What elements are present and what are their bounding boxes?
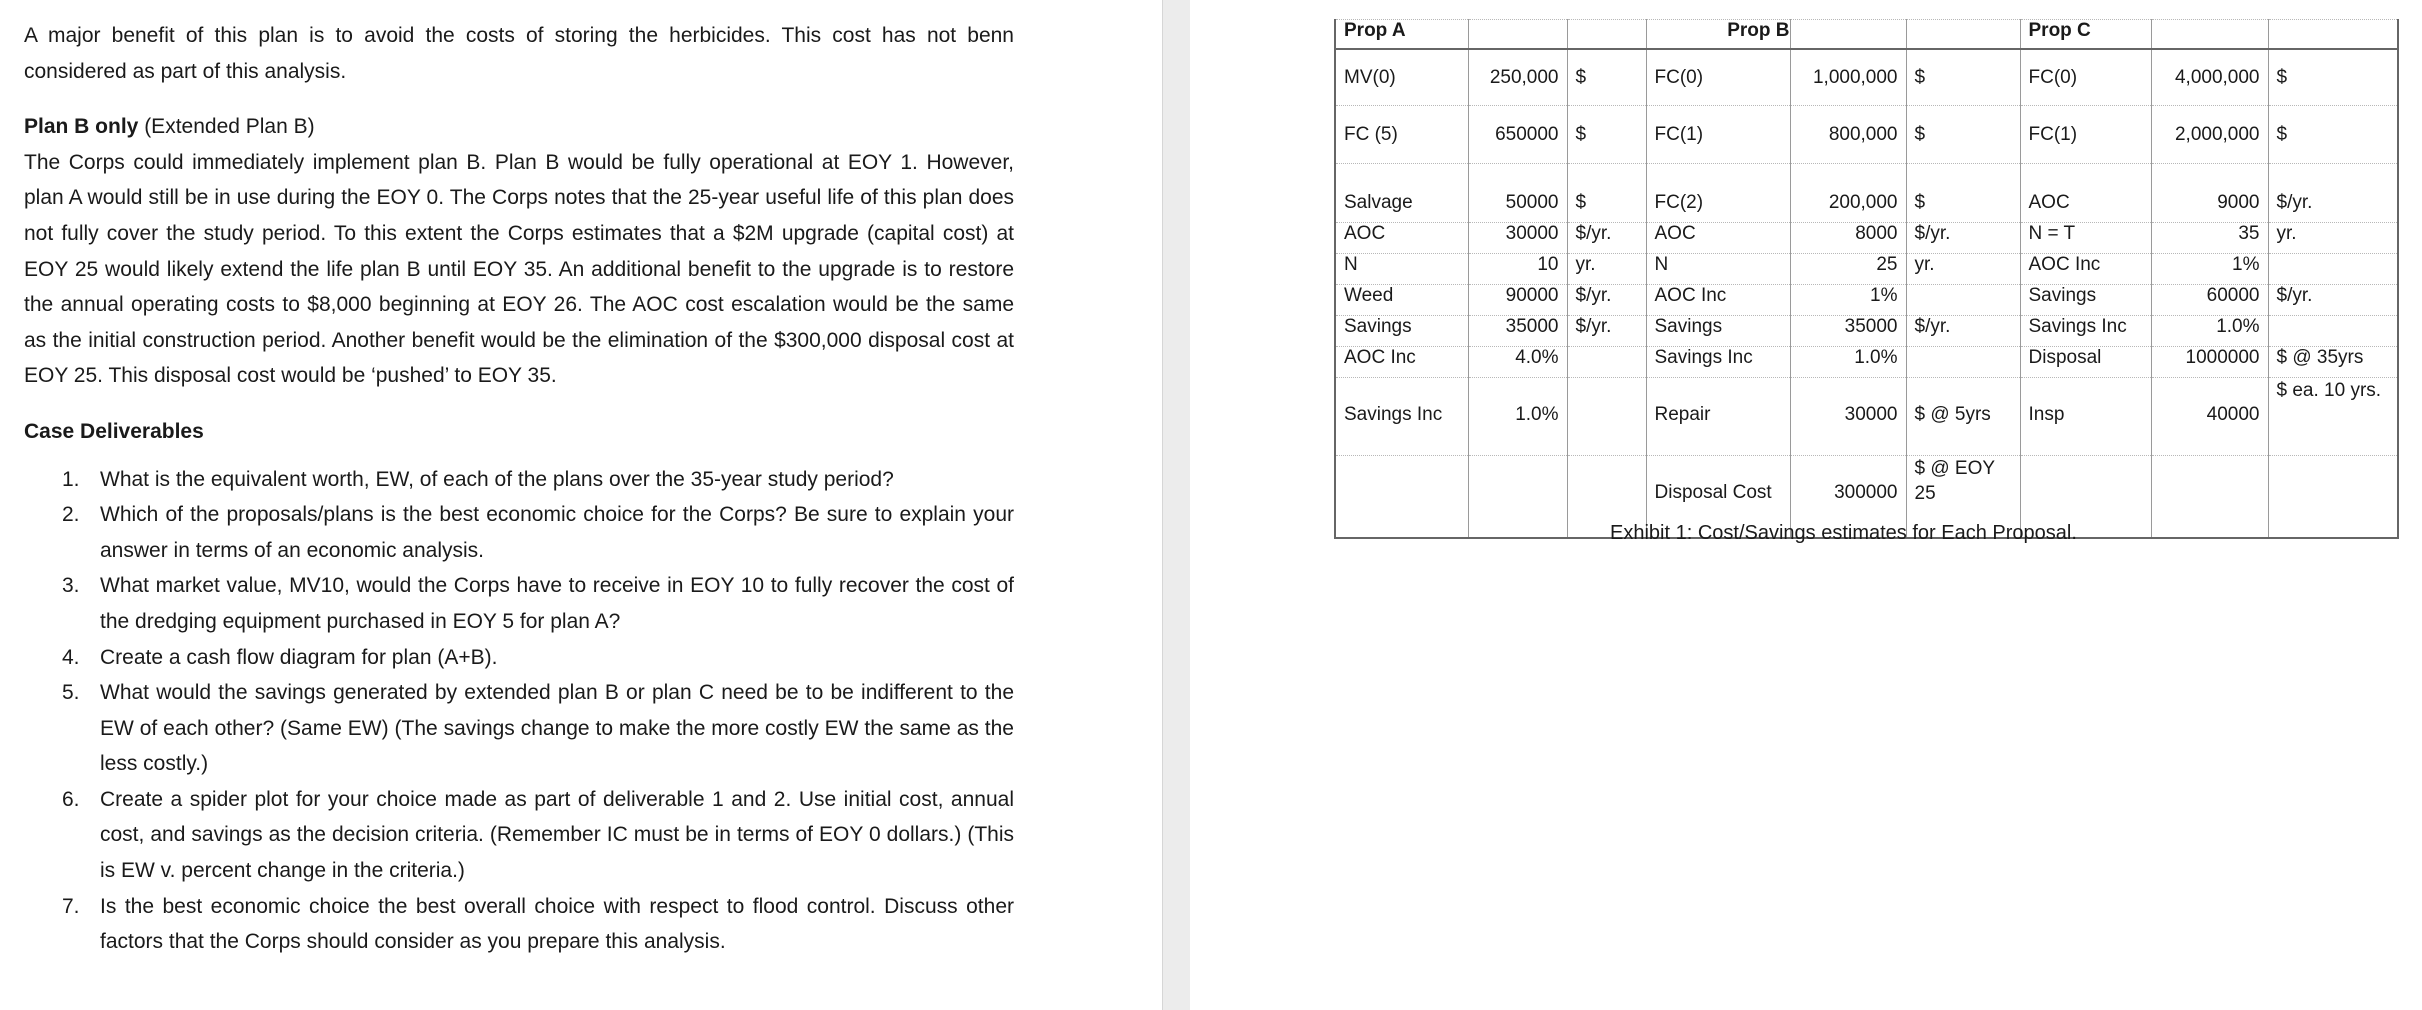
table-row <box>1335 223 2398 254</box>
table-cell: $ @ 35yrs <box>2268 347 2398 378</box>
table-cell: FC(2) <box>1646 164 1790 223</box>
table-cell <box>2268 20 2398 50</box>
table-cell: 35000 <box>1790 316 1906 347</box>
table-cell: $ <box>1567 106 1646 164</box>
plan-b-heading-bold: Plan B only <box>24 115 139 139</box>
list-item-text: What is the equivalent worth, EW, of each of the plans over the 35-year study period? <box>100 467 894 491</box>
table-cell: 300000 <box>1790 456 1906 539</box>
table-cell: $/yr. <box>1567 285 1646 316</box>
table-cell: 30000 <box>1790 378 1906 456</box>
table-cell <box>1567 347 1646 378</box>
table-cell: N <box>1646 254 1790 285</box>
paragraph-plan-b: The Corps could immediately implement plan B. Plan B would be fully operational at EOY 1. However, plan A would still be in use during the EOY 0. The Corps notes that the 25-year useful life of this plan does not fully cover the study period. To this extent the Corps estimates that a $2M upgrade (capital cost) at EOY 25 would likely extend the life plan B until EOY 35. An additional benefit to the upgrade is to restore the annual operating costs to $8,000 beginning at EOY 26. The AOC cost escalation would be the same as the initial construction period. Another benefit would be the elimination of the $300,000 disposal cost at EOY 25. This disposal cost would be ‘pushed’ to EOY 35. <box>24 150 1014 388</box>
table-cell: $ <box>1906 106 2020 164</box>
table-cell: $/yr. <box>1906 223 2020 254</box>
table-cell: AOC <box>2020 164 2151 223</box>
table-cell: Savings Inc <box>1335 378 1468 456</box>
list-item-text: Create a spider plot for your choice made as part of deliverable 1 and 2. Use initial cost, annual cost, and savings as the decision criteria. (Remember IC must be in terms of EOY 0 dollars.) (This is EW v. percent change in the criteria.) <box>100 787 1014 883</box>
table-cell: Salvage <box>1335 164 1468 223</box>
table-cell <box>2151 456 2268 539</box>
cost-savings-table <box>1334 19 2399 539</box>
table-cell: 25 <box>1790 254 1906 285</box>
table-cell <box>2151 20 2268 50</box>
list-item-text: What would the savings generated by extended plan B or plan C need be to be indifferent to the EW of each other? (Same EW) (The savings change to make the more costly EW the same as the less costly.) <box>100 681 1014 776</box>
table-cell: 1.0% <box>1790 347 1906 378</box>
table-cell: $ @ 5yrs <box>1906 378 2020 456</box>
list-number: 7. <box>62 894 80 918</box>
table-cell: 35 <box>2151 223 2268 254</box>
table-cell: 800,000 <box>1790 106 1906 164</box>
table-cell <box>1567 378 1646 456</box>
table-cell: $/yr. <box>2268 285 2398 316</box>
table-cell <box>1906 285 2020 316</box>
list-item <box>24 889 1014 960</box>
table-cell <box>2268 456 2398 539</box>
table-cell: $ @ EOY 25 <box>1906 456 2020 539</box>
table-cell: Disposal <box>2020 347 2151 378</box>
table-cell: 250,000 <box>1468 49 1567 106</box>
case-deliverables-heading: Case Deliverables <box>24 419 204 443</box>
table-cell: FC(1) <box>1646 106 1790 164</box>
header-prop-c: Prop C <box>2020 20 2151 50</box>
table-cell: 40000 <box>2151 378 2268 456</box>
left-document-page <box>0 0 1162 1010</box>
table-cell: FC(0) <box>2020 49 2151 106</box>
plan-b-heading-rest: (Extended Plan B) <box>138 115 315 139</box>
table-cell: 10 <box>1468 254 1567 285</box>
table-cell: Savings <box>2020 285 2151 316</box>
list-item <box>24 782 1014 889</box>
table-cell: Insp <box>2020 378 2151 456</box>
table-cell: 200,000 <box>1790 164 1906 223</box>
table-cell: Weed <box>1335 285 1468 316</box>
table-cell: 1% <box>1790 285 1906 316</box>
list-item <box>24 640 1014 676</box>
table-row <box>1335 49 2398 106</box>
list-item-text: Is the best economic choice the best overall choice with respect to flood control. Discuss other factors that the Corps should consider as you prepare this analysis. <box>100 894 1014 954</box>
exhibit-caption: Exhibit 1: Cost/Savings estimates for Each Proposal. <box>1610 522 2077 544</box>
table-cell: 1,000,000 <box>1790 49 1906 106</box>
list-number: 3. <box>62 574 80 598</box>
table-cell: Disposal Cost <box>1646 456 1790 539</box>
table-cell: $ <box>1567 49 1646 106</box>
list-number: 6. <box>62 787 80 811</box>
table-row <box>1335 164 2398 223</box>
table-cell: $ <box>1906 164 2020 223</box>
table-cell: 50000 <box>1468 164 1567 223</box>
table-row <box>1335 347 2398 378</box>
table-cell: 1.0% <box>1468 378 1567 456</box>
table-cell: 2,000,000 <box>2151 106 2268 164</box>
list-number: 1. <box>62 467 80 491</box>
table-cell: 1000000 <box>2151 347 2268 378</box>
list-item <box>24 462 1014 498</box>
list-item <box>24 568 1014 639</box>
list-item-text: Create a cash flow diagram for plan (A+B). <box>100 645 498 669</box>
list-number: 2. <box>62 503 80 527</box>
table-cell: FC(1) <box>2020 106 2151 164</box>
table-cell: Savings <box>1335 316 1468 347</box>
table-cell <box>1468 20 1567 50</box>
table-cell: 60000 <box>2151 285 2268 316</box>
table-cell <box>1335 456 1468 539</box>
table-row <box>1335 316 2398 347</box>
case-text-body <box>24 18 1014 960</box>
table-cell: N <box>1335 254 1468 285</box>
table-cell <box>1906 20 2020 50</box>
table-cell: $/yr. <box>1567 316 1646 347</box>
table-cell: $ <box>2268 49 2398 106</box>
table-cell: $/yr. <box>1567 223 1646 254</box>
table-cell: $/yr. <box>1906 316 2020 347</box>
table-cell <box>1567 20 1646 50</box>
table-cell: Savings <box>1646 316 1790 347</box>
table-cell: 35000 <box>1468 316 1567 347</box>
table-cell: Savings Inc <box>1646 347 1790 378</box>
table-cell: yr. <box>1567 254 1646 285</box>
table-header-row <box>1335 20 2398 50</box>
table-cell: AOC Inc <box>1335 347 1468 378</box>
list-item <box>24 497 1014 568</box>
deliverables-list <box>24 462 1014 960</box>
header-prop-a: Prop A <box>1335 20 1468 50</box>
paragraph-herbicide-storage: A major benefit of this plan is to avoid the costs of storing the herbicides. This cost has not benn considered as part of this analysis. <box>24 24 1014 83</box>
table-cell: $ ea. 10 yrs. <box>2268 378 2398 456</box>
table-cell: FC (5) <box>1335 106 1468 164</box>
list-item-text: What market value, MV10, would the Corps have to receive in EOY 10 to fully recover the cost of the dredging equipment purchased in EOY 5 for plan A? <box>100 574 1014 633</box>
table-cell: 9000 <box>2151 164 2268 223</box>
table-cell: N = T <box>2020 223 2151 254</box>
table-cell: 650000 <box>1468 106 1567 164</box>
table-cell: 8000 <box>1790 223 1906 254</box>
table-cell: 1.0% <box>2151 316 2268 347</box>
list-item <box>24 675 1014 782</box>
table-cell: MV(0) <box>1335 49 1468 106</box>
table-row <box>1335 254 2398 285</box>
list-number: 4. <box>62 645 80 669</box>
table-cell: FC(0) <box>1646 49 1790 106</box>
table-cell: $ <box>2268 106 2398 164</box>
table-cell <box>1906 347 2020 378</box>
table-cell: 90000 <box>1468 285 1567 316</box>
table-cell <box>1790 20 1906 50</box>
plan-b-heading <box>24 109 1014 145</box>
table-cell: 4.0% <box>1468 347 1567 378</box>
table-cell: 4,000,000 <box>2151 49 2268 106</box>
table-cell: yr. <box>1906 254 2020 285</box>
header-prop-b: Prop B <box>1646 20 1790 50</box>
table-cell: AOC <box>1335 223 1468 254</box>
table-cell: AOC <box>1646 223 1790 254</box>
table-cell: AOC Inc <box>1646 285 1790 316</box>
list-item-text: Which of the proposals/plans is the best economic choice for the Corps? Be sure to explain your answer in terms of an economic analysis. <box>100 503 1014 562</box>
table-cell: 30000 <box>1468 223 1567 254</box>
table-cell: yr. <box>2268 223 2398 254</box>
table-cell <box>2268 316 2398 347</box>
table-cell: $ <box>1906 49 2020 106</box>
table-cell: $ <box>1567 164 1646 223</box>
table-cell <box>1468 456 1567 539</box>
table-cell: Repair <box>1646 378 1790 456</box>
list-number: 5. <box>62 681 80 705</box>
table-cell: $/yr. <box>2268 164 2398 223</box>
table-row <box>1335 378 2398 456</box>
table-cell: 1% <box>2151 254 2268 285</box>
table-row <box>1335 106 2398 164</box>
table-cell <box>2268 254 2398 285</box>
table-cell: Savings Inc <box>2020 316 2151 347</box>
table-row <box>1335 285 2398 316</box>
page-gutter <box>1162 0 1192 1010</box>
table-cell: AOC Inc <box>2020 254 2151 285</box>
